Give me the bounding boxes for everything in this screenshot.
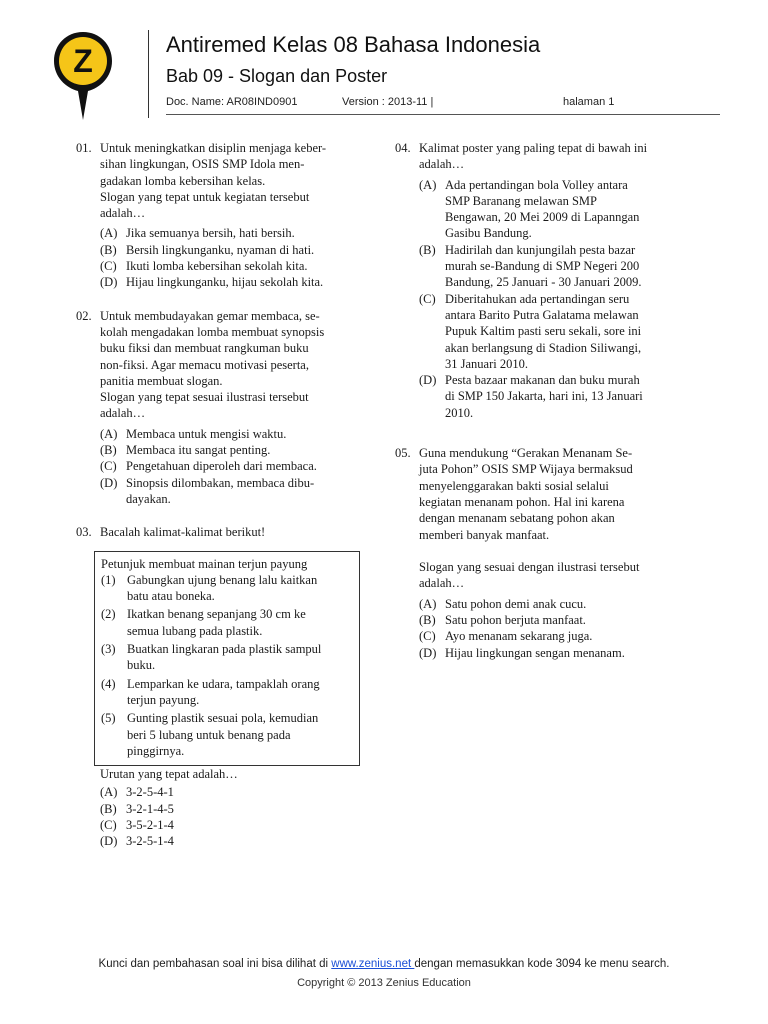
instruction-box-title: Petunjuk membuat mainan terjun payung: [101, 556, 308, 571]
page-title: Antiremed Kelas 08 Bahasa Indonesia: [166, 32, 541, 57]
question-number: 05.: [395, 446, 411, 461]
option-c: [419, 291, 695, 372]
step-text: Buatkan lingkaran pada plastik sampul buku.: [127, 642, 322, 673]
option-letter: (B): [100, 443, 117, 458]
option-text: Ikuti lomba kebersihan sekolah kita.: [126, 259, 308, 274]
step-5: [101, 710, 353, 759]
step-number: (1): [101, 572, 116, 587]
option-letter: (A): [419, 596, 437, 611]
option-a: [100, 426, 370, 442]
zenius-logo: [52, 30, 114, 122]
header-divider: [148, 30, 149, 118]
option-letter: (A): [100, 226, 118, 241]
page-subtitle: Bab 09 - Slogan dan Poster: [166, 66, 388, 86]
doc-version: Version : 2013-11 |: [342, 96, 434, 108]
option-a: [419, 177, 695, 242]
step-text: Lemparkan ke udara, tampaklah orang terjun payung.: [127, 676, 320, 707]
question-05: [395, 445, 695, 661]
svg-text:Z: Z: [73, 43, 93, 79]
option-text: Jika semuanya bersih, hati bersih.: [126, 226, 295, 241]
option-letter: (C): [419, 291, 436, 306]
option-text: Pengetahuan diperoleh dari membaca.: [126, 459, 317, 474]
option-a: [419, 596, 695, 612]
option-letter: (A): [419, 177, 437, 192]
option-letter: (D): [100, 475, 118, 490]
option-c: [100, 258, 370, 274]
step-text: Gabungkan ujung benang lalu kaitkan batu atau boneka.: [127, 572, 318, 604]
question-text: Untuk meningkatkan disiplin menjaga keber- sihan lingkungan, OSIS SMP Idola men- gadakan lomba kebersihan kelas. Slogan yang tepat untuk kegiatan tersebut adalah…: [100, 141, 327, 221]
option-text: Ada pertandingan bola Volley antara SMP Baranang melawan SMP Bengawan, 20 Mei 2009 di Lapanngan Gasibu Bandung.: [445, 177, 640, 241]
option-d: [100, 475, 370, 508]
option-d: [100, 833, 370, 849]
option-text: 3-2-5-4-1: [126, 785, 174, 800]
option-letter: (A): [100, 785, 118, 800]
step-number: (3): [101, 642, 116, 657]
page-number: halaman 1: [563, 96, 615, 108]
option-c: [419, 628, 695, 644]
option-text: Hijau lingkungan sengan menanam.: [445, 645, 625, 660]
option-text: Satu pohon berjuta manfaat.: [445, 613, 586, 628]
option-text: Bersih lingkunganku, nyaman di hati.: [126, 242, 315, 257]
option-letter: (B): [419, 613, 436, 628]
footer-text-before: Kunci dan pembahasan soal ini bisa dilihat di: [98, 958, 332, 970]
option-list: [419, 596, 695, 661]
step-number: (4): [101, 676, 116, 691]
option-text: Pesta bazaar makanan dan buku murah di SMP 150 Jakarta, hari ini, 13 Januari 2010.: [445, 373, 643, 420]
option-c: [100, 458, 370, 474]
option-b: [100, 442, 370, 458]
header-rule: [166, 114, 720, 115]
step-2: [101, 606, 353, 639]
option-letter: (D): [419, 373, 437, 388]
step-text: Gunting plastik sesuai pola, kemudian beri 5 lubang untuk benang pada pinggirnya.: [127, 711, 319, 758]
step-number: (5): [101, 711, 116, 726]
option-letter: (A): [100, 426, 118, 441]
option-letter: (B): [419, 242, 436, 257]
step-1: [101, 572, 353, 605]
option-text: Diberitahukan ada pertandingan seru antara Barito Putra Galatama melawan Pupuk Kaltim pasti seru sekali, sore ini akan berlangsung di Stadion Siliwangi, 31 Januari 2010.: [445, 291, 642, 371]
option-letter: (B): [100, 801, 117, 816]
left-column: [76, 140, 370, 867]
step-number: (2): [101, 607, 116, 622]
footer-note: [0, 958, 768, 970]
doc-name: Doc. Name: AR08IND0901: [166, 96, 298, 108]
option-d: [100, 274, 370, 290]
option-b: [419, 242, 695, 291]
question-01: [76, 140, 370, 291]
option-list: [100, 225, 370, 290]
option-letter: (C): [100, 817, 117, 832]
question-number: 03.: [76, 525, 92, 540]
option-d: [419, 372, 695, 421]
question-text: Kalimat poster yang paling tepat di bawah ini adalah…: [419, 141, 648, 172]
question-text: Untuk membudayakan gemar membaca, se- kolah mengadakan lomba membuat synopsis buku fiksi dan membuat rangkuman buku non-fiksi. Agar memacu motivasi peserta, panitia membuat slogan. Slogan yang tepat sesuai ilustrasi tersebut adalah…: [100, 308, 325, 421]
option-a: [100, 784, 370, 800]
option-text: Hadirilah dan kunjungilah pesta bazar murah se-Bandung di SMP Negeri 200 Bandung, 25 Januari - 30 Januari 2009.: [445, 242, 642, 290]
option-list: [100, 784, 370, 849]
step-list: [101, 572, 353, 759]
footer-text-after: dengan memasukkan kode 3094 ke menu search.: [414, 958, 670, 970]
option-text: Hijau lingkunganku, hijau sekolah kita.: [126, 275, 324, 290]
option-letter: (C): [100, 259, 117, 274]
option-text: 3-2-1-4-5: [126, 801, 174, 816]
option-d: [419, 645, 695, 661]
option-list: [100, 426, 370, 507]
option-text: 3-5-2-1-4: [126, 817, 174, 832]
option-text: Sinopsis dilombakan, membaca dibu- dayakan.: [126, 475, 315, 506]
question-number: 01.: [76, 141, 92, 155]
instruction-box: [94, 551, 360, 767]
question-text: Bacalah kalimat-kalimat berikut!: [100, 525, 266, 540]
zenius-link[interactable]: www.zenius.net: [331, 958, 415, 970]
option-a: [100, 225, 370, 241]
option-letter: (D): [419, 645, 437, 660]
step-3: [101, 641, 353, 674]
option-list: [419, 177, 695, 421]
right-column: [395, 140, 695, 678]
option-letter: (D): [100, 834, 118, 849]
question-02: [76, 308, 370, 508]
option-text: Ayo menanam sekarang juga.: [445, 629, 593, 644]
question-number: 04.: [395, 141, 411, 155]
option-letter: (C): [100, 459, 117, 474]
option-text: Membaca itu sangat penting.: [126, 443, 271, 458]
question-03: [76, 524, 370, 849]
copyright: Copyright © 2013 Zenius Education: [297, 977, 471, 989]
option-b: [100, 242, 370, 258]
question-number: 02.: [76, 308, 92, 323]
question-04: [395, 140, 695, 421]
option-b: [100, 801, 370, 817]
step-4: [101, 676, 353, 709]
option-letter: (C): [419, 629, 436, 644]
option-text: 3-2-5-1-4: [126, 834, 174, 849]
option-text: Satu pohon demi anak cucu.: [445, 596, 587, 611]
option-c: [100, 817, 370, 833]
question-text: Guna mendukung “Gerakan Menanam Se- juta Pohon” OSIS SMP Wijaya bermaksud menyelenggarakan bakti sosial selalui kegiatan menanam pohon. Hal ini karena dengan menanam sebatang pohon akan memberi banyak manfaat. Slogan yang sesuai dengan ilustrasi tersebut adalah…: [419, 446, 640, 591]
option-letter: (D): [100, 275, 118, 290]
step-text: Ikatkan benang sepanjang 30 cm ke semua lubang pada plastik.: [127, 607, 306, 638]
option-text: Membaca untuk mengisi waktu.: [126, 426, 287, 441]
question-prompt: Urutan yang tepat adalah…: [100, 767, 238, 782]
option-b: [419, 612, 695, 628]
option-letter: (B): [100, 242, 117, 257]
